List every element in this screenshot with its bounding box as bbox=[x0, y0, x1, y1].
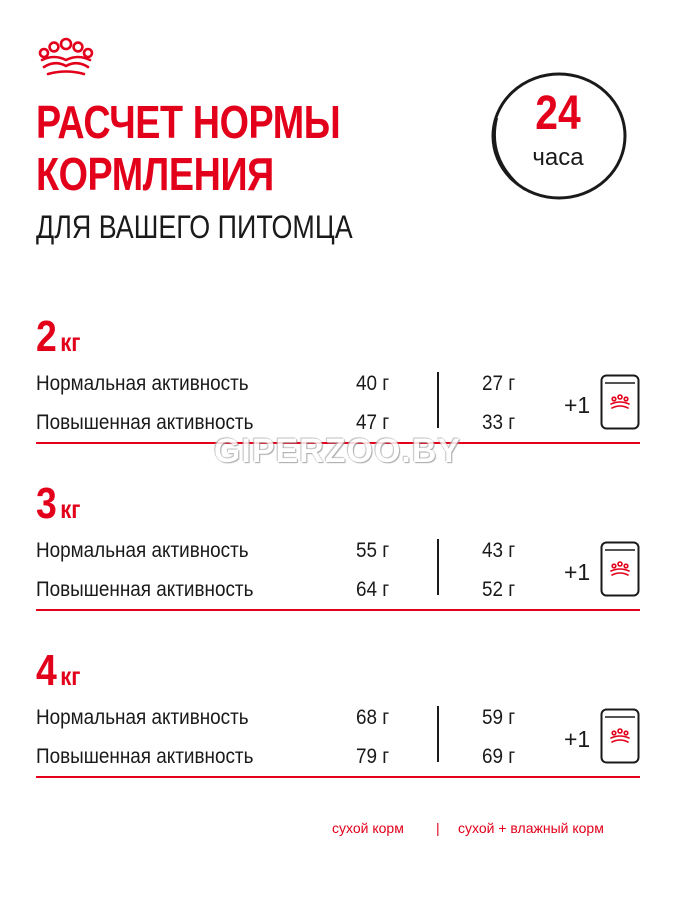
title-line-2: КОРМЛЕНИЯ bbox=[36, 148, 274, 200]
plus-one-label: +1 bbox=[564, 726, 591, 752]
legend bbox=[0, 820, 675, 844]
column-divider bbox=[437, 372, 439, 428]
activity-label: Повышенная активность bbox=[36, 411, 254, 434]
food-pouch-icon bbox=[600, 374, 640, 430]
weight-unit: кг bbox=[60, 494, 81, 524]
activity-label: Повышенная активность bbox=[36, 578, 254, 601]
weight-value: 4 bbox=[36, 646, 57, 695]
weight-heading bbox=[36, 646, 80, 696]
section-divider bbox=[36, 609, 640, 611]
weight-heading bbox=[36, 312, 80, 362]
mixed-food-value: 43 г bbox=[482, 539, 516, 562]
title-line-1: РАСЧЕТ НОРМЫ bbox=[36, 96, 341, 148]
dry-food-value: 79 г bbox=[356, 745, 390, 768]
column-divider bbox=[437, 706, 439, 762]
food-pouch-icon bbox=[600, 541, 640, 597]
weight-section-4kg bbox=[0, 646, 675, 776]
activity-label: Повышенная активность bbox=[36, 745, 254, 768]
dry-food-value: 64 г bbox=[356, 578, 390, 601]
badge-unit: часа bbox=[532, 144, 584, 171]
section-divider bbox=[36, 776, 640, 778]
page-title bbox=[36, 96, 364, 200]
activity-label: Нормальная активность bbox=[36, 706, 249, 729]
weight-unit: кг bbox=[60, 327, 81, 357]
dry-food-value: 68 г bbox=[356, 706, 390, 729]
mixed-food-value: 59 г bbox=[482, 706, 516, 729]
plus-one-label: +1 bbox=[564, 559, 591, 585]
legend-dry: сухой корм bbox=[332, 820, 404, 836]
badge-number: 24 bbox=[535, 87, 581, 140]
activity-label: Нормальная активность bbox=[36, 372, 249, 395]
mixed-food-value: 69 г bbox=[482, 745, 516, 768]
daily-badge bbox=[485, 70, 631, 204]
column-divider bbox=[437, 539, 439, 595]
weight-section-2kg bbox=[0, 312, 675, 442]
legend-mixed: сухой + влажный корм bbox=[458, 820, 604, 836]
activity-label: Нормальная активность bbox=[36, 539, 249, 562]
plus-one-label: +1 bbox=[564, 392, 591, 418]
weight-section-3kg bbox=[0, 479, 675, 609]
royal-crown-icon bbox=[34, 36, 98, 80]
mixed-food-value: 52 г bbox=[482, 578, 516, 601]
weight-heading bbox=[36, 479, 80, 529]
dry-food-value: 47 г bbox=[356, 411, 390, 434]
dry-food-value: 40 г bbox=[356, 372, 390, 395]
legend-separator: | bbox=[436, 820, 440, 836]
weight-value: 3 bbox=[36, 479, 57, 528]
mixed-food-value: 33 г bbox=[482, 411, 516, 434]
food-pouch-icon bbox=[600, 708, 640, 764]
mixed-food-value: 27 г bbox=[482, 372, 516, 395]
page-subtitle: ДЛЯ ВАШЕГО ПИТОМЦА bbox=[36, 209, 353, 245]
dry-food-value: 55 г bbox=[356, 539, 390, 562]
weight-value: 2 bbox=[36, 312, 57, 361]
weight-unit: кг bbox=[60, 661, 81, 691]
watermark: GIPERZOO.BY bbox=[213, 432, 462, 470]
